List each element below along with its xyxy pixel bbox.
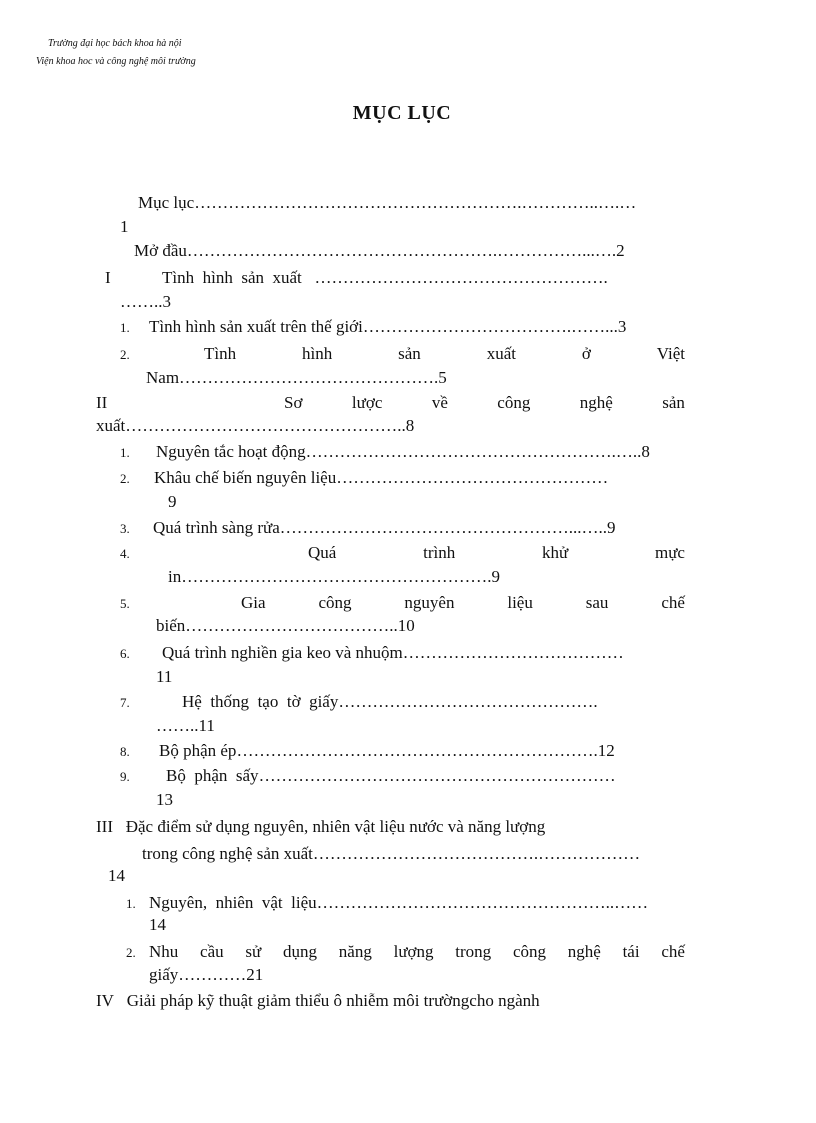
toc-word: lượng	[393, 942, 434, 961]
toc-word: Gia	[241, 593, 266, 612]
toc-word: công	[497, 393, 531, 412]
toc-label: Nguyên tắc hoạt động	[156, 442, 306, 461]
toc-entry-s3-2	[149, 942, 685, 962]
toc-word: khử	[542, 543, 569, 562]
toc-word: sản	[662, 393, 685, 412]
toc-word: nghệ	[567, 942, 601, 961]
toc-page: 2	[616, 241, 625, 260]
toc-entry-s1-cont	[120, 292, 171, 312]
toc-number: 9.	[120, 769, 130, 784]
toc-label: Quá trình nghiền gia keo và nhuộm	[162, 643, 403, 662]
toc-number: 8.	[120, 744, 130, 759]
toc-word: sản	[241, 268, 265, 287]
toc-page: 14	[149, 915, 166, 934]
toc-page: 3	[617, 317, 627, 336]
toc-word: vật	[261, 893, 283, 912]
toc-word: hình	[202, 268, 233, 287]
toc-entry-s2-6	[162, 643, 624, 663]
toc-entry-s2-9	[166, 766, 616, 786]
toc-label: Bộ phận ép	[159, 741, 237, 760]
toc-word: trình	[423, 543, 456, 562]
toc-dots: ………………………………….………………	[312, 844, 641, 863]
toc-entry-s2-4-cont	[168, 567, 500, 587]
toc-dots: ………………………………..	[185, 616, 398, 635]
toc-number: 1.	[120, 320, 130, 335]
toc-page: 9	[491, 567, 500, 586]
toc-label: Khâu chế biến nguyên liệu	[154, 468, 337, 487]
toc-entry-s1-1	[149, 317, 626, 337]
toc-entry-s2-5	[241, 593, 685, 613]
toc-dots: ……………………………………………..……	[316, 893, 649, 912]
toc-word: xuất	[272, 268, 302, 287]
toc-entry-s3	[96, 817, 545, 837]
toc-word: chế	[661, 593, 685, 612]
toc-entry-s1-2-cont	[146, 368, 447, 388]
toc-word: xuất	[486, 344, 516, 363]
toc-dots: …………………………………………….	[314, 268, 608, 287]
toc-entry-s2-4	[308, 543, 685, 563]
toc-page: 11	[156, 667, 173, 686]
toc-number: 4.	[120, 546, 130, 561]
toc-word: công	[318, 593, 352, 612]
toc-word: năng	[338, 942, 372, 961]
toc-entry-s2-7	[182, 692, 598, 712]
toc-number: 1.	[120, 445, 130, 460]
toc-number: 2.	[120, 471, 130, 486]
toc-entry-mo-dau	[134, 241, 625, 261]
page-title: MỤC LỤC	[352, 102, 452, 124]
toc-label: Nam	[146, 368, 180, 387]
toc-label: Mục lục	[138, 193, 195, 212]
toc-entry-s1	[162, 268, 608, 288]
toc-page: 8	[405, 416, 415, 435]
toc-entry-muc-luc	[138, 193, 636, 213]
toc-word: nguyên	[404, 593, 455, 612]
toc-word: công	[512, 942, 546, 961]
toc-page: 21	[246, 965, 264, 984]
toc-number: 7.	[120, 695, 130, 710]
toc-word: sấy	[235, 766, 259, 785]
toc-dots: ……………………………………………….…..	[305, 442, 642, 461]
toc-entry-s2-7-cont	[156, 716, 215, 736]
toc-number: 6.	[120, 646, 130, 661]
toc-page: 13	[156, 790, 173, 809]
toc-word: cầu	[200, 942, 224, 961]
toc-entry-s3-2-cont	[149, 965, 263, 985]
header-university: Trường đại học bách khoa hà nội	[48, 38, 182, 49]
toc-entry-s4	[96, 991, 540, 1011]
toc-label: Đặc điểm sử dụng nguyên, nhiên vật liệu nước và năng lượng	[125, 817, 546, 836]
toc-number: 5.	[120, 596, 130, 611]
toc-word: trong	[455, 942, 492, 961]
toc-page: 9	[168, 492, 177, 511]
toc-word: thống	[210, 692, 250, 711]
toc-label: in	[168, 567, 182, 586]
toc-word: giấy	[309, 692, 339, 711]
toc-dots: ……………………………………………….……………...….	[186, 241, 617, 260]
toc-word: Tình	[204, 344, 237, 363]
toc-entry-s2	[284, 393, 685, 413]
toc-label: Tình hình sản xuất trên thế giới	[149, 317, 363, 336]
toc-entry-s2-2	[154, 468, 608, 488]
toc-dots: ……………………………….……...	[362, 317, 618, 336]
toc-word: liệu	[291, 893, 317, 912]
toc-page: 12	[597, 741, 615, 760]
toc-word: Nhu	[149, 942, 179, 961]
toc-page: 9	[607, 518, 616, 537]
toc-dots: ……………………………………………………….	[236, 741, 598, 760]
toc-entry-s3-cont	[142, 844, 640, 864]
toc-entry-s2-3	[153, 518, 616, 538]
toc-number: 1.	[126, 896, 136, 911]
toc-word: Hệ	[182, 692, 202, 711]
toc-word: hình	[302, 344, 333, 363]
toc-number: III	[96, 817, 113, 836]
toc-word: tái	[622, 942, 640, 961]
toc-number: I	[105, 268, 111, 287]
toc-entry-s3-1	[149, 893, 648, 913]
toc-number: 2.	[120, 347, 130, 362]
toc-entry-s2-5-cont	[156, 616, 415, 636]
toc-dots: ……………………………………….	[338, 692, 598, 711]
toc-page: 8	[641, 442, 650, 461]
toc-entry-s1-2	[204, 344, 685, 364]
toc-word: chế	[661, 942, 685, 961]
toc-label: xuất	[96, 416, 126, 435]
toc-page: 10	[397, 616, 415, 635]
toc-word: lược	[351, 393, 383, 412]
toc-label: Mở đầu	[134, 241, 187, 260]
toc-dots: ………………………………………………………	[258, 766, 616, 785]
toc-word: Nguyên,	[149, 893, 208, 912]
toc-number: IV	[96, 991, 114, 1010]
toc-page: 3	[162, 292, 171, 311]
toc-word: về	[431, 393, 448, 412]
toc-page: 1	[120, 217, 129, 236]
toc-word: Sơ	[284, 393, 303, 412]
toc-dots: …………………………………	[402, 643, 624, 662]
toc-page: 5	[438, 368, 447, 387]
toc-word: sau	[585, 593, 609, 612]
toc-word: nhiên	[215, 893, 254, 912]
toc-entry-s2-8	[159, 741, 615, 761]
header-institute: Viện khoa hoc và công nghệ môi trường	[36, 56, 196, 67]
toc-dots: ……..	[120, 292, 163, 311]
toc-word: liệu	[507, 593, 533, 612]
toc-word: sử	[245, 942, 262, 961]
toc-word: tạo	[257, 692, 279, 711]
toc-dots: …………………………………………	[336, 468, 609, 487]
toc-entry-s2-cont	[96, 416, 414, 436]
toc-word: Quá	[308, 543, 337, 562]
toc-word: ở	[581, 344, 591, 363]
toc-word: phận	[194, 766, 228, 785]
toc-number: 3.	[120, 521, 130, 536]
toc-word: nghệ	[579, 393, 613, 412]
toc-word: dụng	[283, 942, 318, 961]
toc-word: sản	[398, 344, 421, 363]
toc-dots: ……………………………………………….	[181, 567, 492, 586]
toc-word: Bộ	[166, 766, 186, 785]
toc-number: 2.	[126, 945, 136, 960]
toc-dots: ……………………………………….	[179, 368, 439, 387]
toc-dots: ………………………………………………….…………..….…	[194, 193, 637, 212]
toc-label: giấy	[149, 965, 179, 984]
toc-page: 14	[108, 866, 125, 885]
toc-dots: …………………………………………..	[125, 416, 406, 435]
toc-word: Tình	[162, 268, 195, 287]
toc-entry-s2-1	[156, 442, 650, 462]
toc-page: 11	[198, 716, 215, 735]
toc-label: biến	[156, 616, 186, 635]
toc-number: II	[96, 393, 108, 412]
toc-word: tờ	[286, 692, 301, 711]
toc-dots: ……..	[156, 716, 199, 735]
toc-word: mực	[655, 543, 685, 562]
toc-word: Việt	[656, 344, 685, 363]
toc-dots: …………	[178, 965, 247, 984]
toc-dots: ……………………………………………...…..	[279, 518, 608, 537]
toc-label: Quá trình sàng rửa	[153, 518, 280, 537]
toc-label: trong công nghệ sản xuất	[142, 844, 313, 863]
toc-label: Giải pháp kỹ thuật giảm thiểu ô nhiễm môi trườngcho ngành	[126, 991, 540, 1010]
